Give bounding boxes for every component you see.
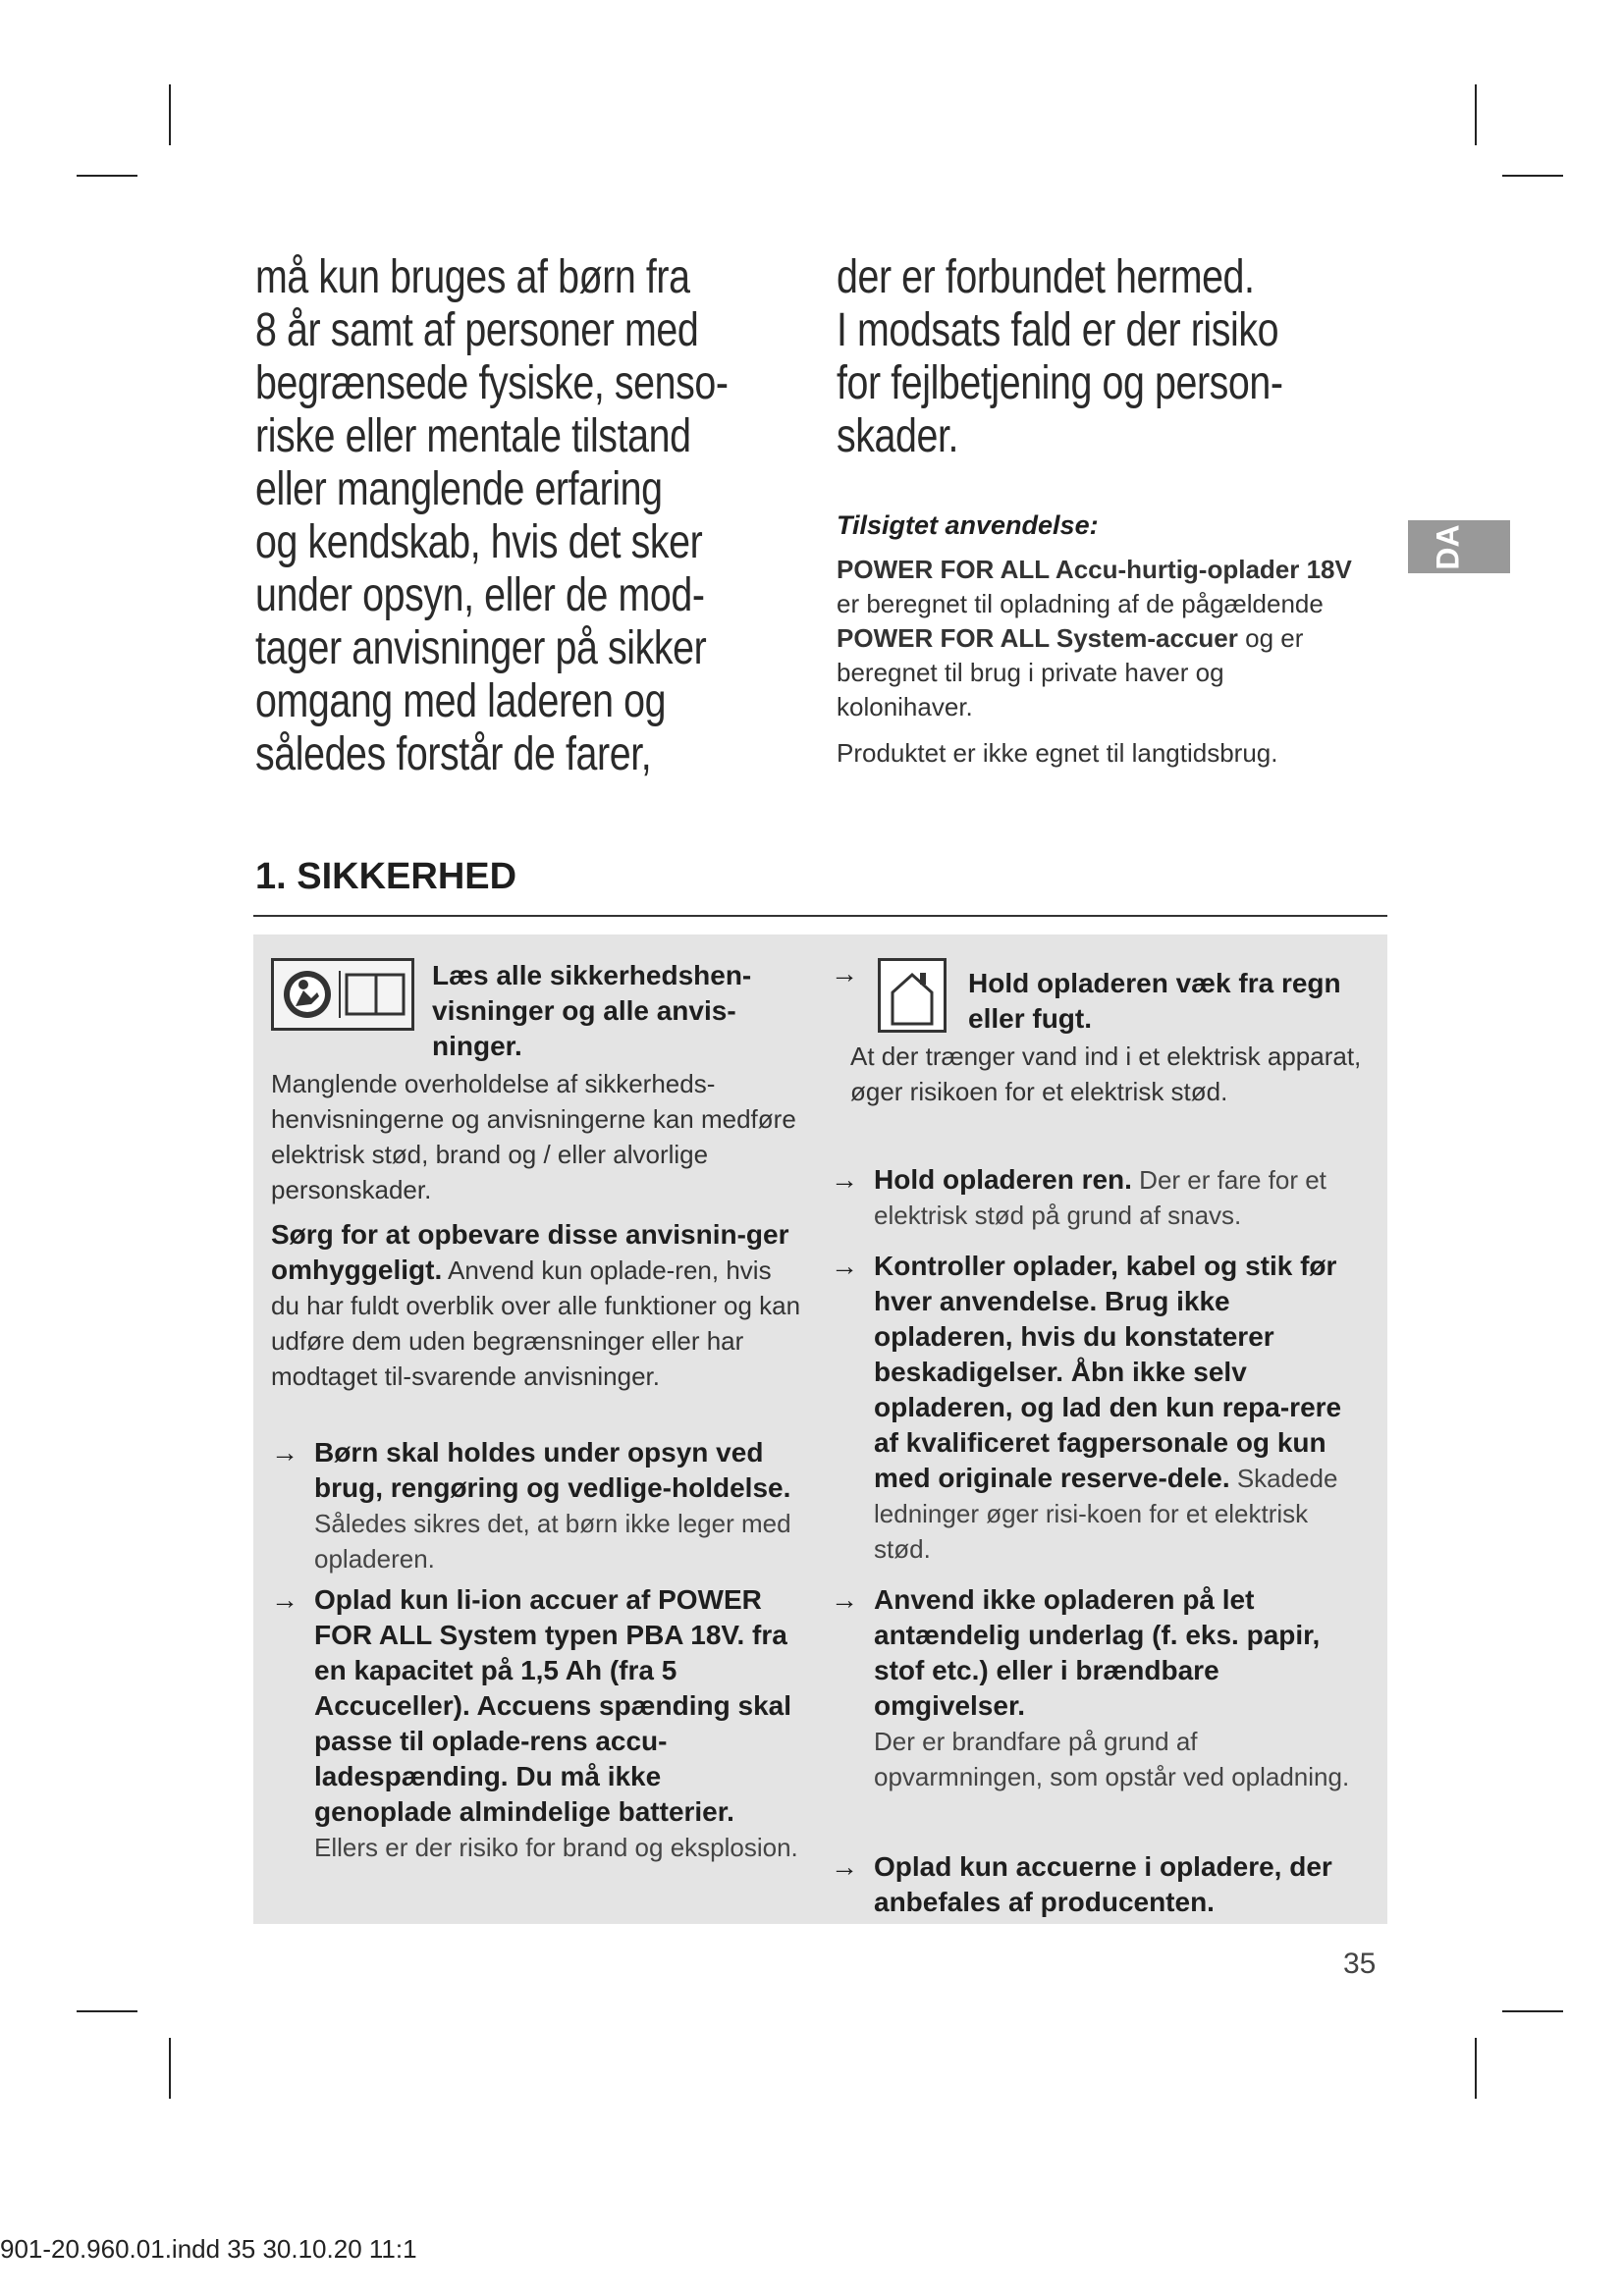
print-slug: 901-20.960.01.indd 35 30.10.20 11:1 xyxy=(0,2234,417,2264)
intro-line: skader. xyxy=(837,410,959,462)
arrow-icon: → xyxy=(831,1164,858,1195)
intro-line: således forstår de farer, xyxy=(255,728,652,780)
crop-mark xyxy=(169,84,171,145)
intro-left-column xyxy=(255,251,832,781)
crop-mark xyxy=(1502,175,1563,177)
arrow-icon: → xyxy=(271,1584,298,1615)
intro-line: 8 år samt af personer med xyxy=(255,304,699,356)
crop-mark xyxy=(77,2010,137,2012)
section-title: 1. SIKKERHED xyxy=(255,856,517,897)
crop-mark xyxy=(1502,2010,1563,2012)
intro-line: riske eller mentale tilstand xyxy=(255,410,691,462)
intro-line: for fejlbetjening og person- xyxy=(837,357,1283,409)
intro-line: under opsyn, eller de mod- xyxy=(255,569,705,621)
intro-right-column xyxy=(837,251,1380,463)
read-instructions-body: Manglende overholdelse af sikkerheds-henvisningerne og anvisningerne kan medføre elektrisk stød, brand og / eller alvorlige personskader. xyxy=(271,1069,796,1204)
crop-mark xyxy=(1475,2038,1477,2099)
crop-mark xyxy=(169,2038,171,2099)
charge-battery-item: → Oplad kun li-ion accuer af POWER FOR ALL System typen PBA 18V. fra en kapacitet på 1,5 Ah (fra 5 Accuceller). Accuens spænding skal passe til oplade-rens accu-ladespænding. Du må ikke genoplade almindelige batterier. Ellers er der risiko for brand og eksplosion. xyxy=(271,1584,798,1862)
arrow-icon: → xyxy=(831,958,858,988)
rain-heading: Hold opladeren væk fra regn eller fugt. xyxy=(968,968,1341,1034)
intro-line: tager anvisninger på sikker xyxy=(255,622,707,674)
recommended-chargers-item: → Oplad kun accuerne i opladere, der anbefales af producenten. xyxy=(831,1851,1332,1917)
intro-line: omgang med laderen og xyxy=(255,675,667,727)
intended-use-text: POWER FOR ALL Accu-hurtig-oplader 18V er beregnet til opladning af de pågældende POWER FOR ALL System-accuer og er beregnet til brug i private haver og kolonihaver. xyxy=(837,555,1352,721)
keep-clean-item: → Hold opladeren ren. Der er fare for et elektrisk stød på grund af snavs. xyxy=(831,1164,1326,1230)
language-tab: DA xyxy=(1408,520,1510,573)
section-rule xyxy=(253,915,1387,917)
intro-line: må kun bruges af børn fra xyxy=(255,251,690,303)
arrow-icon: → xyxy=(831,1584,858,1615)
read-instructions-heading: Læs alle sikkerhedshen-visninger og alle anvis-ninger. xyxy=(432,960,752,1061)
intended-use-heading: Tilsigtet anvendelse: xyxy=(837,510,1099,540)
intro-line: I modsats fald er der risiko xyxy=(837,304,1279,356)
crop-mark xyxy=(1475,84,1477,145)
rain-body: At der trænger vand ind i et elektrisk apparat, øger risikoen for et elektrisk stød. xyxy=(850,1041,1362,1106)
store-instructions: Sørg for at opbevare disse anvisnin-ger omhyggeligt. Anvend kun oplade-ren, hvis du har fuldt overblik over alle funktioner og kan udføre dem uden begrænsninger eller har modtaget til-svarende anvisninger. xyxy=(271,1219,801,1391)
page-number: 35 xyxy=(1343,1948,1377,1980)
intended-use xyxy=(837,510,1367,771)
arrow-icon: → xyxy=(831,1851,858,1882)
intro-line: og kendskab, hvis det sker xyxy=(255,516,703,568)
intro-line: begrænsede fysiske, senso- xyxy=(255,357,729,409)
check-charger-item: → Kontroller oplader, kabel og stik før hver anvendelse. Brug ikke opladeren, hvis du konstaterer beskadigelser. Åbn ikke selv opladeren, og lad den kun repa-rere af kvalificeret fagpersonale og kun med originale reserve-dele. Skadede ledninger øger risi-koen for et elektrisk stød. xyxy=(831,1251,1342,1564)
crop-mark xyxy=(77,175,137,177)
children-supervision-item: → Børn skal holdes under opsyn ved brug, rengøring og vedlige-holdelse. Således sikres det, at børn ikke leger med opladeren. xyxy=(271,1437,791,1574)
arrow-icon: → xyxy=(831,1251,858,1281)
read-manual-icon xyxy=(271,958,414,1031)
arrow-icon: → xyxy=(271,1437,298,1468)
intro-line: der er forbundet hermed. xyxy=(837,251,1255,303)
flammable-item: → Anvend ikke opladeren på let antændelig underlag (f. eks. papir, stof etc.) eller i brændbare omgivelser. Der er brandfare på grund af opvarmningen, som opstår ved opladning. xyxy=(831,1584,1350,1791)
intro-line: eller manglende erfaring xyxy=(255,463,663,515)
intended-use-note: Produktet er ikke egnet til langtidsbrug. xyxy=(837,738,1278,768)
house-rain-icon xyxy=(878,958,947,1033)
